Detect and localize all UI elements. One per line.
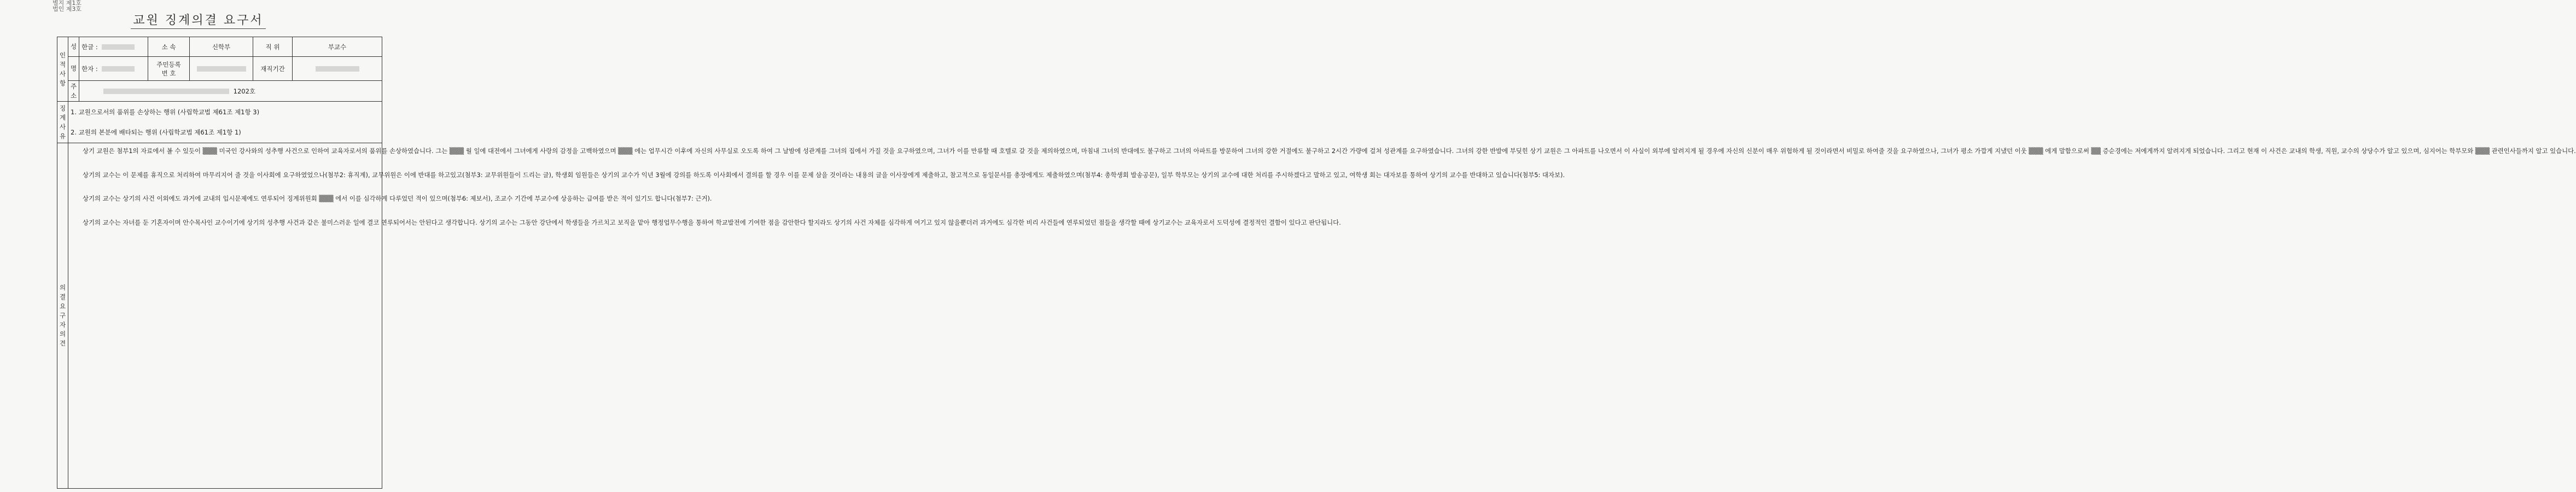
address-label: 주 소 <box>68 81 79 102</box>
reason-item-2: 2. 교원의 본분에 배타되는 행위 (사립학교법 제61조 제1항 1) <box>68 122 382 143</box>
opinion-paragraph-4: 상기의 교수는 자녀를 둔 기혼자이며 안수목사인 교수이기에 상기의 성추행 사건과 같은 불미스러운 일에 결코 연루되어서는 안된다고 생각합니다. 상기의 교수는 그동안 강단에서 학생들을 가르치고 보직을 맡아 행정업무수행을 통하여 학교발전에 기여한 점을 감안한다 할지라도 상기의 사건 자체를 심각하게 여기고 있지 않을뿐더러 과거에도 심각한 비리 사건들에 연루되었던 점들을 생각할 때에 상기교수는 교육자로서 도덕성에 결정적인 결함이 있다고 판단됩니다. <box>83 218 1341 226</box>
opinion-row <box>57 143 382 489</box>
position-label: 직 위 <box>253 37 293 57</box>
opinion-body <box>68 143 2576 489</box>
address-row <box>57 81 382 102</box>
affiliation-value: 신학부 <box>190 37 253 57</box>
reason-row-2 <box>57 122 382 143</box>
position-value: 부교수 <box>293 37 382 57</box>
resident-number-cell <box>190 57 253 81</box>
opinion-paragraph-1: 상기 교원은 첨부1의 자료에서 볼 수 있듯이 ▒▒▒ 미국인 강사와의 성추행 사건으로 인하여 교육자로서의 품위를 손상하였습니다. 그는 ▒▒▒ 월 일에 대전에서 그녀에게 사랑의 감정을 고백하였으며 ▒▒▒ 에는 업무시간 이후에 자신의 사무실로 오도록 하여 그 날밤에 성관계를 그녀의 집에서 가질 것을 요구하였으며, 그녀가 이를 만류할 때 호텔로 갈 것을 제의하였으며, 마침내 그녀의 반대에도 불구하고 그녀의 아파트를 방문하여 그녀의 강한 거절에도 불구하고 2시간 가량에 걸쳐 성관계를 요구하였습니다. 그녀의 강한 반발에 부딪힌 상기 교원은 그 아파트를 나오면서 이 사실이 외부에 알려지게 될 경우에 자신의 신분이 매우 위험하게 될 것이라면서 비밀로 하여줄 것을 요구하였으나, 그녀가 평소 가깝게 지냈던 이웃 ▒▒▒ 에게 말함으로써 ▒▒ 증순경에는 저에게까지 알려지게 되었습니다. 그리고 현재 이 사건은 교내의 학생, 직원, 교수의 상당수가 알고 있으며, 심지어는 학부모와 ▒▒▒ 관련인사들까지 알고 있습니다. <box>83 147 2576 155</box>
document-title-text: 교원 징계의결 요구서 <box>131 14 265 29</box>
form-number-line-1: 별지 제1호 <box>53 0 81 7</box>
address-value: 1202호 <box>233 87 256 95</box>
tenure-cell <box>293 57 382 81</box>
reason-row-1 <box>57 102 382 122</box>
hanja-name-cell <box>79 57 148 81</box>
redacted-address <box>103 89 229 94</box>
tenure-label: 재직기간 <box>253 57 293 81</box>
affiliation-label: 소 속 <box>148 37 190 57</box>
personnel-section-label: 인 적 사 항 <box>57 37 68 102</box>
personnel-row-2 <box>57 57 382 81</box>
name-label-bottom: 명 <box>68 57 79 81</box>
redacted-korean-name <box>102 44 135 50</box>
name-label-top: 성 <box>68 37 79 57</box>
korean-name-label: 한글 : <box>81 43 98 51</box>
opinion-paragraph-3: 상기의 교수는 상기의 사건 이외에도 과거에 교내의 입시문제에도 연루되어 징계위원회 ▒▒▒ 에서 이를 심각하게 다루었던 적이 있으며(첨부6: 제보서), 조교수 기간에 부교수에 상응하는 급여를 받은 적이 있기도 합니다(첨부7: 근거). <box>83 195 712 203</box>
form-number-label <box>53 0 96 12</box>
redacted-resident-number <box>197 66 246 72</box>
redacted-hanja-name <box>102 66 135 72</box>
korean-name-cell <box>79 37 148 57</box>
form-number-line-2: 법인 제3호 <box>53 5 81 13</box>
personnel-row-1 <box>57 37 382 57</box>
address-cell <box>79 81 382 102</box>
resident-number-label: 주민등록 번 호 <box>148 57 190 81</box>
document-title <box>0 11 397 28</box>
opinion-paragraph-2: 상기의 교수는 이 문제를 휴직으로 처리하여 마무리지어 줄 것을 이사회에 요구하였었으나(첨부2: 휴직계), 교무위원은 이에 반대를 하고있고(첨부3: 교무위원들이 드리는 글), 학생회 임원들은 상기의 교수가 익년 3월에 강의를 하도록 이사회에서 결의를 할 경우 이를 문제 삼을 것이라는 내용의 글을 이사장에게 제출하고, 참고적으로 동일문서를 총장에게도 제출하였으며(첨부4: 총학생회 발송공문), 일부 학부모는 상기의 교수에 대한 처리를 주시하겠다고 말하고 있고, 여학생 회는 대자보를 통하여 상기의 교수를 반대하고 있습니다(첨부5: 대자보). <box>83 171 1565 179</box>
opinion-section-label: 의 결 요 구 자 의 견 <box>57 143 68 489</box>
hanja-name-label: 한자 : <box>81 65 98 73</box>
disciplinary-request-form <box>57 37 2576 489</box>
reason-item-1: 1. 교원으로서의 품위를 손상하는 행위 (사립학교법 제61조 제1항 3) <box>68 102 382 122</box>
reason-section-label: 징 계 사 유 <box>57 102 68 143</box>
redacted-tenure <box>316 66 359 72</box>
